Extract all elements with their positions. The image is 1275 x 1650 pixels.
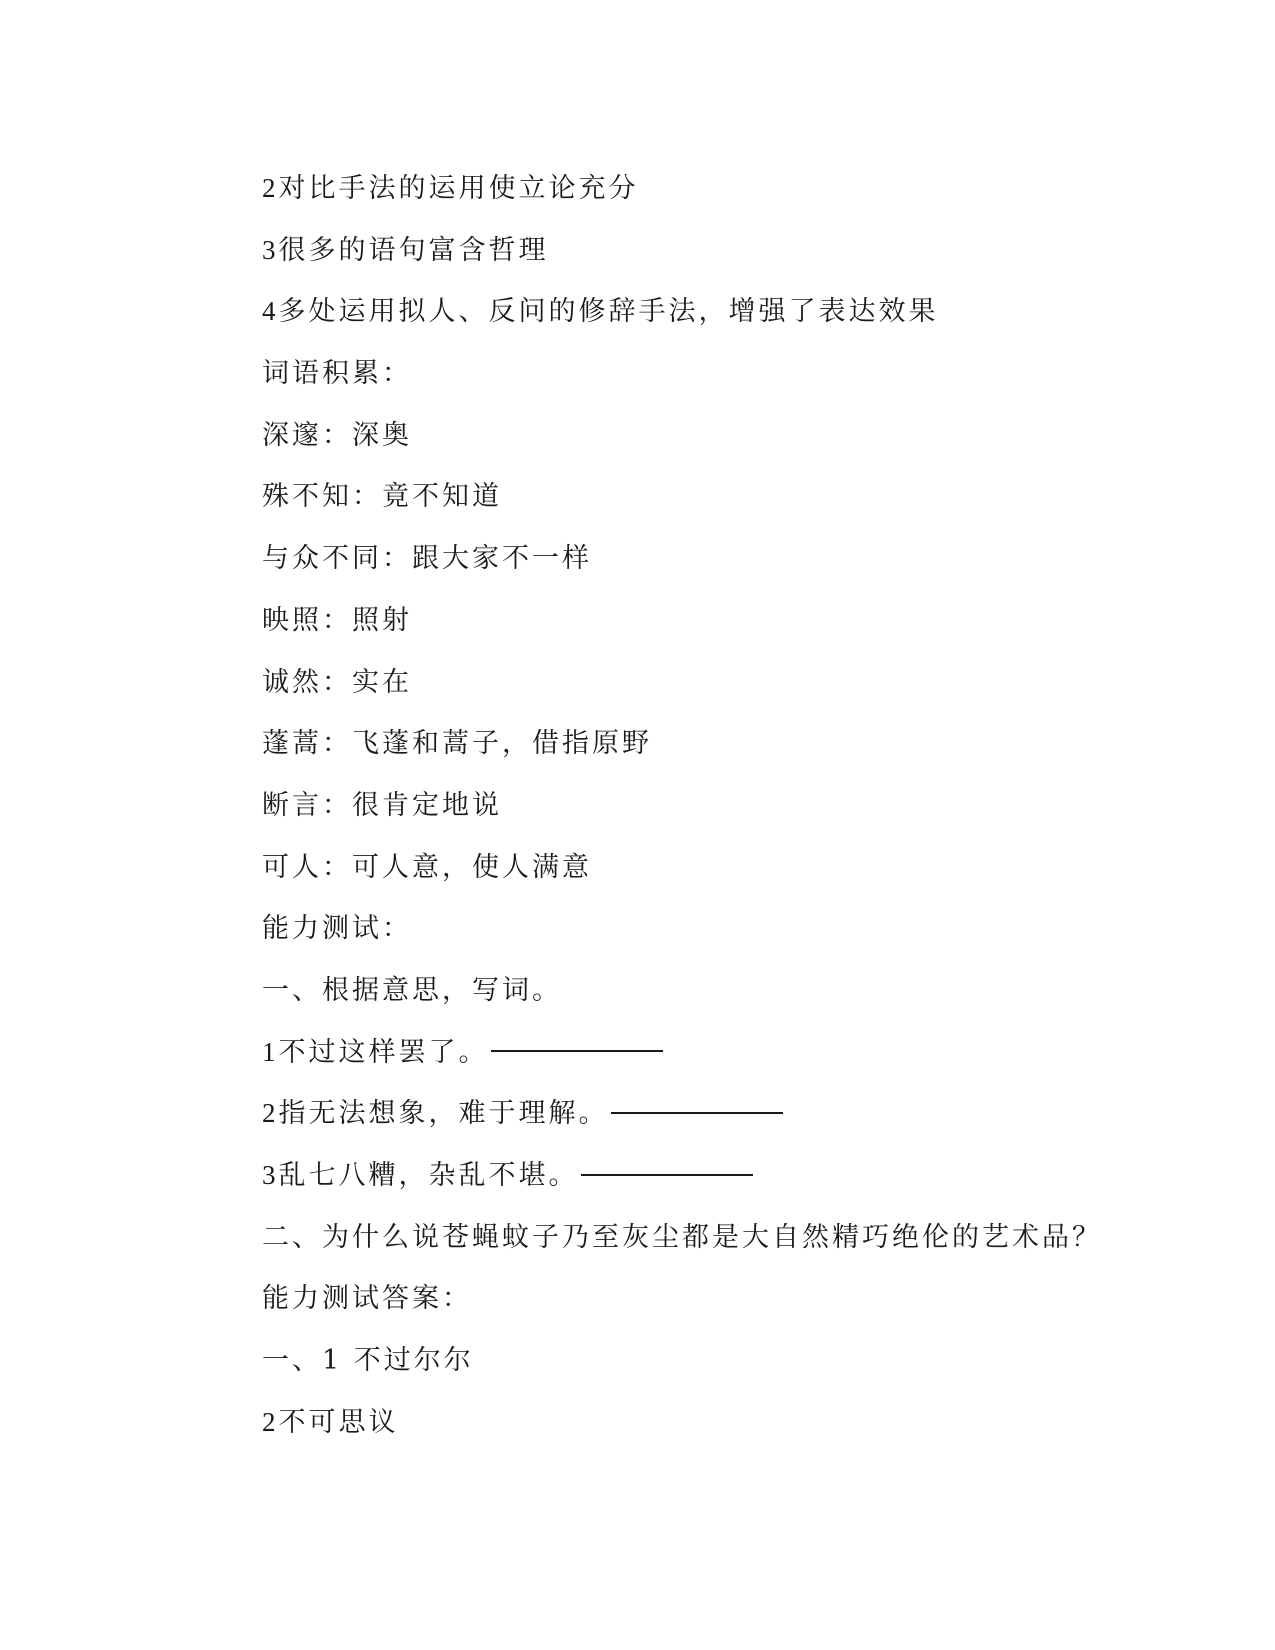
entry-text: 殊不知：竟不知道	[262, 481, 502, 513]
item-text: 指无法想象，难于理解。	[278, 1098, 609, 1130]
answer-text: 不可思议	[278, 1406, 399, 1438]
item-number: 1	[262, 1036, 276, 1067]
item-text: 不过这样罢了。	[278, 1036, 489, 1068]
item-number: 3	[262, 1160, 276, 1190]
vocabulary-entry	[262, 775, 1162, 837]
vocabulary-entry	[262, 590, 1162, 652]
document-body	[262, 158, 1162, 1453]
entry-text: 诚然：实在	[262, 666, 412, 698]
entry-text: 断言：很肯定地说	[262, 789, 502, 821]
item-number: 2	[262, 1406, 276, 1437]
entry-text: 与众不同：跟大家不一样	[262, 543, 592, 575]
item-number: 4	[262, 296, 276, 327]
answer-text: 一、1 不过尔尔	[262, 1345, 474, 1377]
list-item	[262, 158, 1162, 220]
section-heading-answers	[262, 1268, 1162, 1330]
item-number: 2	[262, 173, 276, 203]
vocabulary-entry	[262, 713, 1162, 775]
heading-text: 词语积累：	[262, 358, 412, 390]
section-heading-vocabulary	[262, 343, 1162, 405]
heading-text: 能力测试：	[262, 913, 412, 945]
question-item	[262, 1083, 1162, 1145]
list-item	[262, 220, 1162, 282]
entry-text: 蓬蒿：飞蓬和蒿子，借指原野	[262, 728, 652, 760]
answer-blank	[581, 1174, 753, 1176]
item-text: 乱七八糟，杂乱不堪。	[278, 1160, 579, 1191]
question-heading	[262, 960, 1162, 1022]
heading-text: 能力测试答案：	[262, 1283, 472, 1315]
answer-blank	[611, 1112, 783, 1114]
entry-text: 映照：照射	[262, 604, 412, 636]
question-item	[262, 1022, 1162, 1084]
question-heading	[262, 1207, 1162, 1269]
question-item	[262, 1145, 1162, 1207]
vocabulary-entry	[262, 528, 1162, 590]
vocabulary-entry	[262, 405, 1162, 467]
answer-item	[262, 1330, 1162, 1392]
answer-blank	[491, 1050, 663, 1052]
entry-text: 深邃：深奥	[262, 419, 412, 451]
item-number: 3	[262, 234, 276, 265]
vocabulary-entry	[262, 466, 1162, 528]
question-text: 一、根据意思，写词。	[262, 974, 562, 1006]
item-number: 2	[262, 1098, 276, 1129]
vocabulary-entry	[262, 837, 1162, 899]
entry-text: 可人：可人意，使人满意	[262, 851, 592, 883]
question-text: 二、为什么说苍蝇蚊子乃至灰尘都是大自然精巧绝伦的艺术品？	[262, 1221, 1102, 1253]
item-text: 多处运用拟人、反问的修辞手法，增强了表达效果	[278, 296, 939, 328]
item-text: 很多的语句富含哲理	[278, 234, 549, 266]
list-item	[262, 281, 1162, 343]
answer-item	[262, 1392, 1162, 1454]
vocabulary-entry	[262, 652, 1162, 714]
item-text: 对比手法的运用使立论充分	[278, 173, 639, 204]
section-heading-ability-test	[262, 898, 1162, 960]
